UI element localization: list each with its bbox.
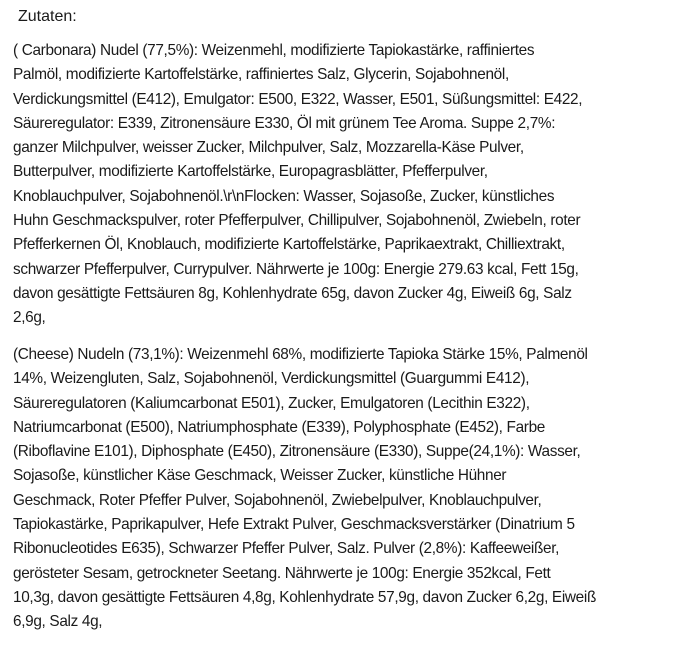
text-line: Geschmack, Roter Pfeffer Pulver, Sojabohnenöl, Zwiebelpulver, Knoblauchpulver, <box>13 491 542 509</box>
text-line: (Cheese) Nudeln (73,1%): Weizenmehl 68%, modifizierte Tapioka Stärke 15%, Palmenöl <box>13 346 588 363</box>
text-line: 14%, Weizengluten, Salz, Sojabohnenöl, Verdickungsmittel (Guargummi E412), <box>13 370 530 388</box>
text-line: Verdickungsmittel (E412), Emulgator: E500, E322, Wasser, E501, Süßungsmittel: E422, <box>13 90 583 108</box>
ingredients-heading: Zutaten: <box>18 8 77 25</box>
text-line: Natriumcarbonat (E500), Natriumphosphate (E339), Polyphosphate (E452), Farbe <box>13 418 545 436</box>
text-line: Huhn Geschmackspulver, roter Pfefferpulver, Chillipulver, Sojabohnenöl, Zwiebeln, roter <box>13 212 581 230</box>
text-line: Ribonucleotides E635), Schwarzer Pfeffer Pulver, Salz. Pulver (2,8%): Kaffeeweißer, <box>13 540 560 558</box>
carbonara-ingredients-paragraph <box>13 39 606 331</box>
text-line: Butterpulver, modifizierte Kartoffelstärke, Europagrasblätter, Pfefferpulver, <box>13 163 488 181</box>
text-line: 10,3g, davon gesättigte Fettsäuren 4,8g, Kohlenhydrate 57,9g, davon Zucker 6,2g, Eiweiß <box>13 588 597 606</box>
cheese-ingredients-paragraph <box>13 343 620 635</box>
text-line: ganzer Milchpulver, weisser Zucker, Milchpulver, Salz, Mozzarella-Käse Pulver, <box>13 139 524 157</box>
text-line: 6,9g, Salz 4g, <box>13 613 103 631</box>
text-line: 2,6g, <box>13 309 46 327</box>
text-line: davon gesättigte Fettsäuren 8g, Kohlenhydrate 65g, davon Zucker 4g, Eiweiß 6g, Salz <box>13 284 572 302</box>
text-line: Säureregulator: E339, Zitronensäure E330, Öl mit grünem Tee Aroma. Suppe 2,7%: <box>13 114 556 132</box>
text-line: Knoblauchpulver, Sojabohnenöl.\r\nFlocken: Wasser, Sojasoße, Zucker, künstliches <box>13 187 555 205</box>
text-line: (Riboflavine E101), Diphosphate (E450), Zitronensäure (E330), Suppe(24,1%): Wasser, <box>13 443 581 461</box>
text-line: Palmöl, modifizierte Kartoffelstärke, raffiniertes Salz, Glycerin, Sojabohnenöl, <box>13 66 509 84</box>
text-line: Pfefferkernen Öl, Knoblauch, modifizierte Kartoffelstärke, Paprikaextrakt, Chilliextrakt, <box>13 236 565 254</box>
text-line: Tapiokastärke, Paprikapulver, Hefe Extrakt Pulver, Geschmacksverstärker (Dinatrium 5 <box>13 516 575 534</box>
text-line: gerösteter Sesam, getrockneter Seetang. Nährwerte je 100g: Energie 352kcal, Fett <box>13 564 551 582</box>
text-line: Säureregulatoren (Kaliumcarbonat E501), Zucker, Emulgatoren (Lecithin E322), <box>13 394 530 412</box>
text-line: schwarzer Pfefferpulver, Currypulver. Nährwerte je 100g: Energie 279.63 kcal, Fett 15g, <box>13 260 579 278</box>
text-line: Sojasoße, künstlicher Käse Geschmack, Weisser Zucker, künstliche Hühner <box>13 467 507 485</box>
text-line: ( Carbonara) Nudel (77,5%): Weizenmehl, modifizierte Tapiokastärke, raffiniertes <box>13 42 535 59</box>
